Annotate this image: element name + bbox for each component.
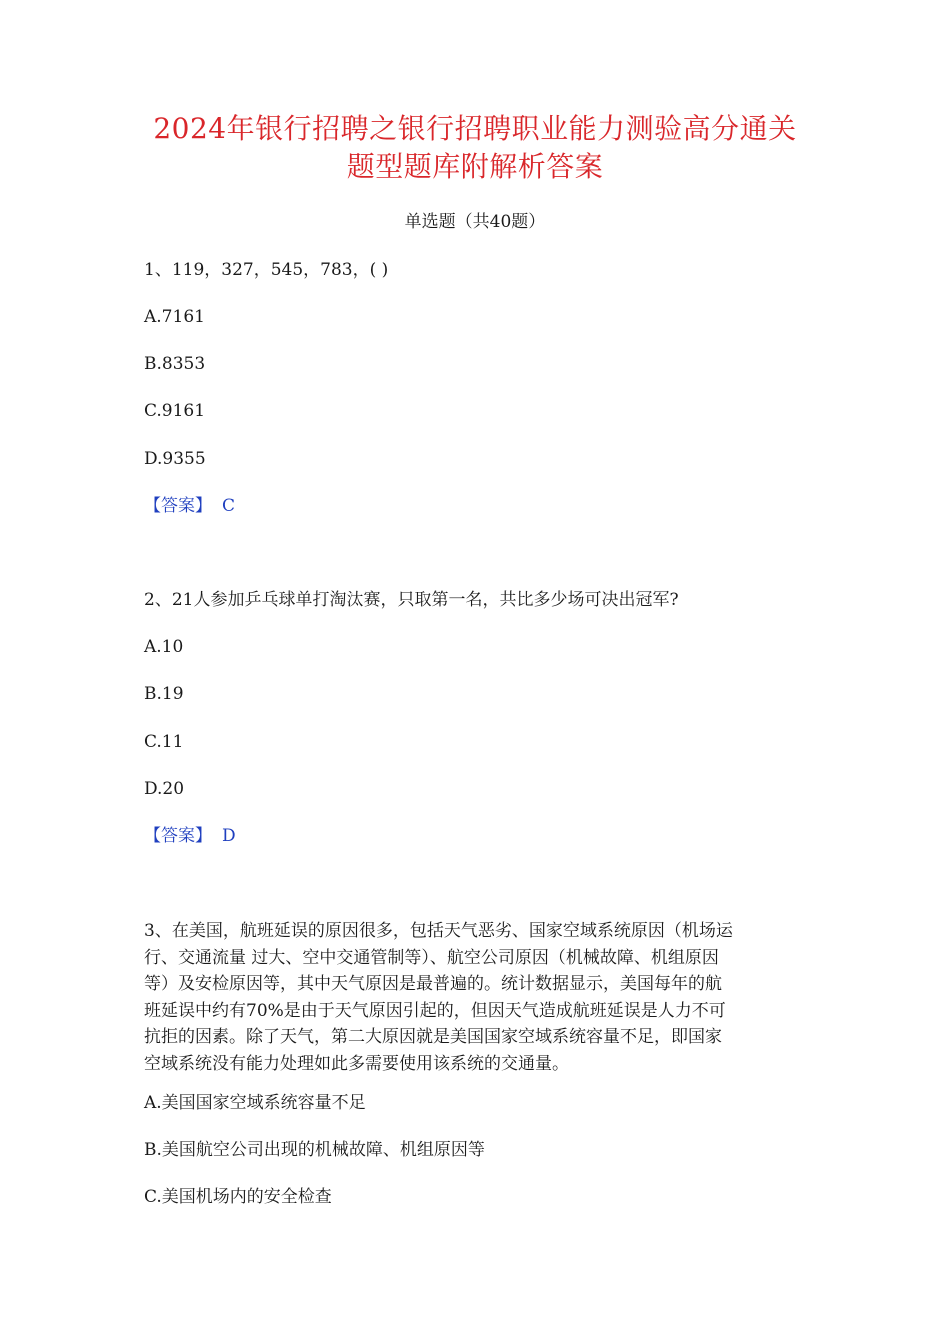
question-2-stem: 2、21人参加乒乓球单打淘汰赛，只取第一名，共比多少场可决出冠军? bbox=[144, 590, 679, 610]
question-2-option-b: B.19 bbox=[144, 684, 184, 704]
question-2-option-a: A.10 bbox=[144, 637, 184, 657]
question-3-option-c: C.美国机场内的安全检查 bbox=[144, 1187, 332, 1207]
question-3-stem bbox=[144, 918, 810, 1077]
question-1-stem: 1、119，327，545，783，( ) bbox=[144, 260, 389, 280]
question-1-option-a: A.7161 bbox=[144, 307, 205, 327]
question-2-option-d: D.20 bbox=[144, 779, 185, 799]
question-3-stem-line: 行、交通流量 过大、空中交通管制等）、航空公司原因（机械故障、机组原因 bbox=[144, 947, 719, 968]
question-1-option-d: D.9355 bbox=[144, 449, 206, 469]
title-line-1: 2024年银行招聘之银行招聘职业能力测验高分通关 bbox=[153, 112, 797, 145]
answer-value: C bbox=[222, 496, 236, 516]
question-3-stem-line: 班延误中约有70%是由于天气原因引起的，但因天气造成航班延误是人力不可 bbox=[144, 1000, 726, 1021]
question-1-option-b: B.8353 bbox=[144, 354, 206, 374]
section-heading: 单选题（共40题） bbox=[404, 212, 546, 232]
title-line-2: 题型题库附解析答案 bbox=[346, 150, 604, 183]
answer-label: 【答案】 bbox=[144, 826, 212, 846]
question-1-answer bbox=[144, 494, 235, 518]
answer-label: 【答案】 bbox=[144, 496, 212, 516]
question-3-stem-line: 抗拒的因素。除了天气，第二大原因就是美国国家空域系统容量不足，即国家 bbox=[144, 1027, 722, 1047]
question-2-answer bbox=[144, 824, 236, 848]
question-3-stem-line: 等）及安检原因等，其中天气原因是最普遍的。统计数据显示，美国每年的航 bbox=[144, 974, 722, 994]
answer-value: D bbox=[222, 826, 236, 846]
question-3-option-b: B.美国航空公司出现的机械故障、机组原因等 bbox=[144, 1140, 485, 1160]
question-3-stem-line: 3、在美国，航班延误的原因很多，包括天气恶劣、国家空域系统原因（机场运 bbox=[144, 921, 733, 941]
question-3-option-a: A.美国国家空域系统容量不足 bbox=[144, 1093, 366, 1113]
document-title bbox=[140, 110, 810, 186]
question-2-option-c: C.11 bbox=[144, 732, 184, 752]
question-3-stem-line: 空域系统没有能力处理如此多需要使用该系统的交通量。 bbox=[144, 1053, 569, 1074]
question-1-option-c: C.9161 bbox=[144, 401, 206, 421]
